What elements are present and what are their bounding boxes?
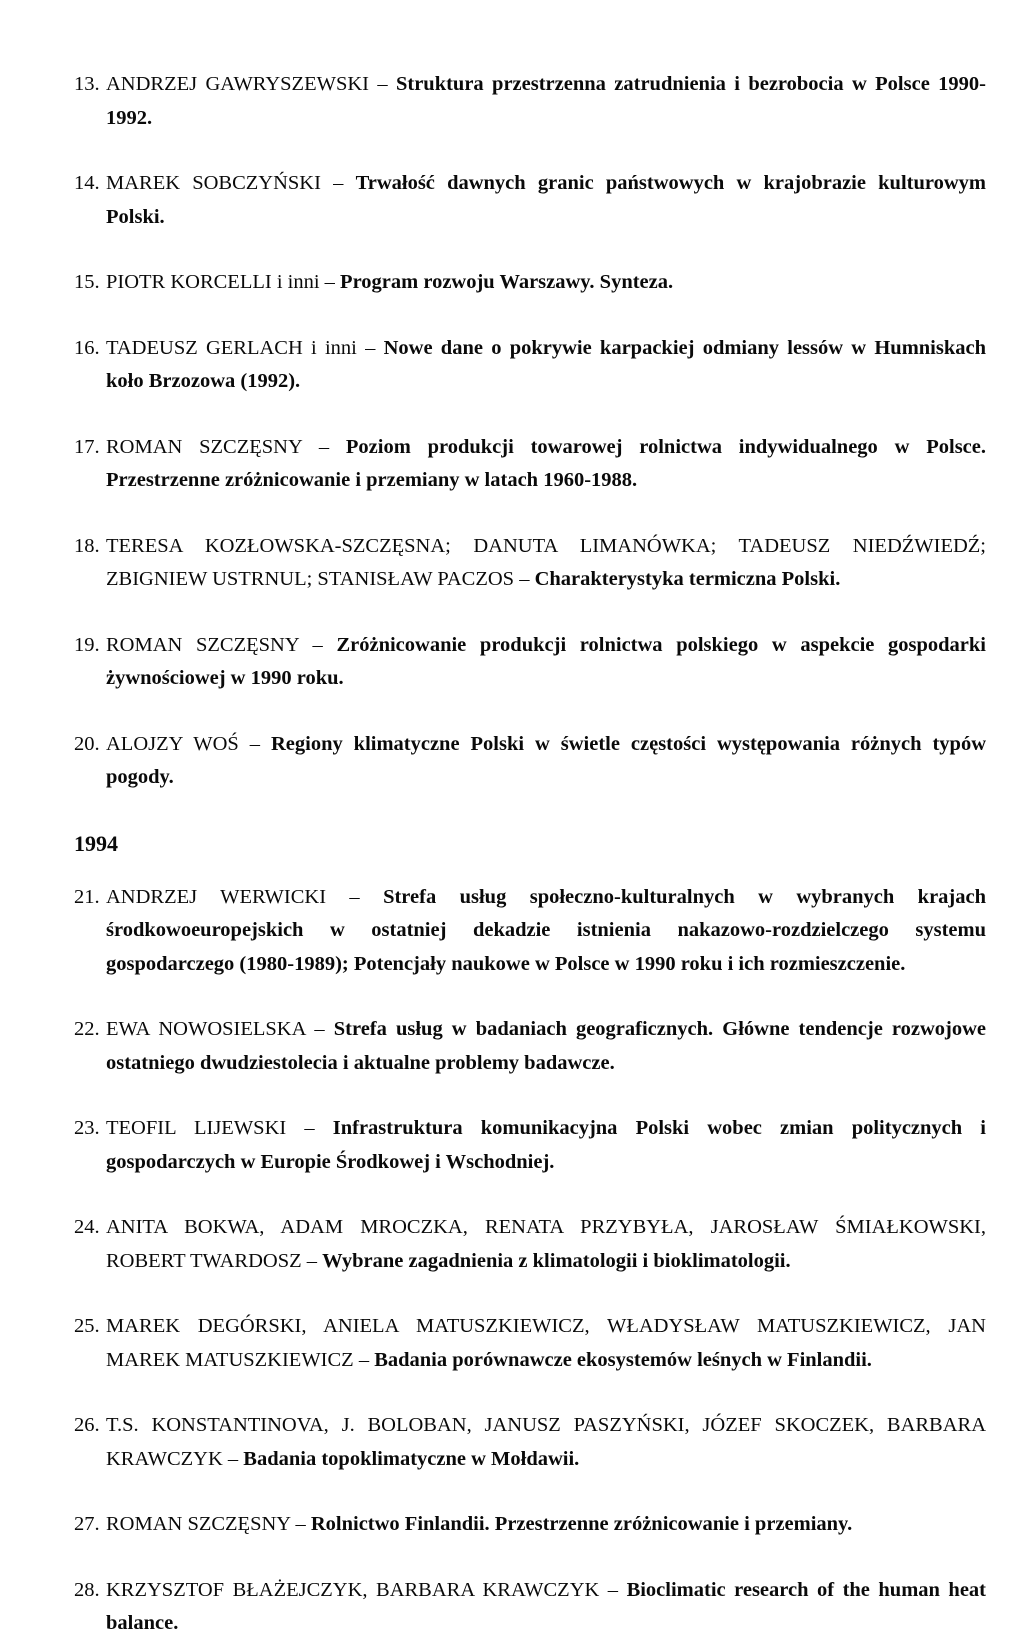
- year-heading: 1994: [74, 830, 118, 856]
- item-text: [106, 167, 986, 234]
- item-text: [106, 1508, 986, 1542]
- item-author: ROMAN SZCZĘSNY –: [106, 1513, 306, 1535]
- list-item: [74, 266, 986, 300]
- list-item: [74, 1013, 986, 1080]
- list-item: [74, 1574, 986, 1641]
- item-number: 19.: [74, 633, 100, 656]
- list-item: [74, 629, 986, 696]
- item-title: Charakterystyka termiczna Polski.: [534, 568, 841, 590]
- item-text: [106, 530, 986, 597]
- item-number: 21.: [74, 885, 100, 908]
- list-item: [74, 530, 986, 597]
- item-title: Poziom produkcji towarowej rolnictwa indywidualnego w Polsce. Przestrzenne zróżnicowanie i przemiany w latach 1960-1988.: [106, 435, 986, 491]
- list-item: [74, 431, 986, 498]
- item-text: [106, 1409, 986, 1476]
- list-item: [74, 1508, 986, 1542]
- item-text: [106, 881, 986, 982]
- item-title: Program rozwoju Warszawy. Synteza.: [340, 271, 674, 293]
- item-text: [106, 266, 986, 300]
- item-text: [106, 1013, 986, 1080]
- item-author: ALOJZY WOŚ –: [106, 732, 261, 755]
- item-text: [106, 1310, 986, 1377]
- item-title: Zróżnicowanie produkcji rolnictwa polskiego w aspekcie gospodarki żywnościowej w 1990 roku.: [106, 633, 987, 689]
- item-number: 13.: [74, 73, 100, 95]
- item-author: TEOFIL LIJEWSKI –: [106, 1117, 315, 1139]
- item-number: 25.: [74, 1315, 100, 1337]
- item-text: [106, 1112, 986, 1179]
- item-number: 24.: [74, 1216, 100, 1238]
- item-text: [106, 332, 986, 399]
- item-number: 28.: [74, 1578, 100, 1601]
- item-number: 18.: [74, 534, 100, 557]
- item-author: MAREK DEGÓRSKI, ANIELA MATUSZKIEWICZ, WŁADYSŁAW MATUSZKIEWICZ, JAN MAREK MATUSZKIEWICZ –: [106, 1315, 986, 1371]
- item-title: Nowe dane o pokrywie karpackiej odmiany lessów w Humniskach koło Brzozowa (1992).: [106, 336, 987, 392]
- item-author: ROMAN SZCZĘSNY –: [106, 435, 330, 458]
- item-number: 15.: [74, 271, 100, 293]
- item-number: 26.: [74, 1414, 100, 1436]
- item-title: Trwałość dawnych granic państwowych w krajobrazie kulturowym Polski.: [106, 172, 986, 228]
- item-title: Bioclimatic research of the human heat balance.: [106, 1578, 987, 1634]
- item-title: Infrastruktura komunikacyjna Polski wobec zmian politycznych i gospodarczych w Europie Środkowej i Wschodniej.: [106, 1117, 987, 1173]
- item-author: TADEUSZ GERLACH i inni –: [106, 336, 376, 359]
- item-number: 16.: [74, 336, 100, 359]
- list-item: [74, 728, 986, 795]
- list-item: [74, 167, 986, 234]
- item-author: T.S. KONSTANTINOVA, J. BOLOBAN, JANUSZ PASZYŃSKI, JÓZEF SKOCZEK, BARBARA KRAWCZYK –: [106, 1414, 986, 1470]
- item-title: Badania topoklimatyczne w Mołdawii.: [243, 1447, 580, 1470]
- item-author: EWA NOWOSIELSKA –: [106, 1018, 325, 1040]
- item-number: 17.: [74, 435, 100, 458]
- list-item: [74, 1310, 986, 1377]
- list-item: [74, 1112, 986, 1179]
- item-text: [106, 1211, 986, 1278]
- item-title: Strefa usług w badaniach geograficznych. Główne tendencje rozwojowe ostatniego dwudziestolecia i aktualne problemy badawcze.: [106, 1018, 987, 1074]
- item-text: [106, 68, 986, 135]
- publication-list: [74, 68, 986, 1641]
- list-item: [74, 68, 986, 135]
- list-item: [74, 1211, 986, 1278]
- item-title: Badania porównawcze ekosystemów leśnych w Finlandii.: [374, 1348, 872, 1371]
- item-text: [106, 1574, 986, 1641]
- item-author: KRZYSZTOF BŁAŻEJCZYK, BARBARA KRAWCZYK –: [106, 1578, 619, 1601]
- item-author: ANITA BOKWA, ADAM MROCZKA, RENATA PRZYBYŁA, JAROSŁAW ŚMIAŁKOWSKI, ROBERT TWARDOSZ –: [106, 1216, 986, 1272]
- item-author: ROMAN SZCZĘSNY –: [106, 633, 323, 656]
- item-author: TERESA KOZŁOWSKA-SZCZĘSNA; DANUTA LIMANÓWKA; TADEUSZ NIEDŹWIEDŹ; ZBIGNIEW USTRNUL; STANISŁAW PACZOS –: [106, 534, 986, 590]
- item-number: 20.: [74, 732, 100, 755]
- item-author: MAREK SOBCZYŃSKI –: [106, 172, 344, 194]
- item-title: Wybrane zagadnienia z klimatologii i bioklimatologii.: [322, 1249, 791, 1272]
- item-number: 22.: [74, 1018, 100, 1040]
- item-text: [106, 728, 986, 795]
- list-item: [74, 332, 986, 399]
- item-title: Regiony klimatyczne Polski w świetle częstości występowania różnych typów pogody.: [106, 732, 987, 788]
- list-item: [74, 1409, 986, 1476]
- item-title: Struktura przestrzenna zatrudnienia i bezrobocia w Polsce 1990-1992.: [106, 73, 986, 129]
- item-author: ANDRZEJ WERWICKI –: [106, 885, 360, 908]
- item-number: 27.: [74, 1513, 100, 1535]
- item-number: 23.: [74, 1117, 100, 1139]
- item-text: [106, 629, 986, 696]
- item-title: Rolnictwo Finlandii. Przestrzenne zróżnicowanie i przemiany.: [310, 1513, 853, 1535]
- list-item: [74, 881, 986, 982]
- item-title: Strefa usług społeczno-kulturalnych w wybranych krajach środkowoeuropejskich w ostatniej dekadzie istnienia nakazowo-rozdzielczego systemu gospodarczego (1980-1989); Potencjały naukowe w Polsce w 1990 roku i ich rozmieszczenie.: [106, 885, 987, 975]
- item-text: [106, 431, 986, 498]
- item-author: ANDRZEJ GAWRYSZEWSKI –: [106, 73, 388, 95]
- item-number: 14.: [74, 172, 100, 194]
- item-author: PIOTR KORCELLI i inni –: [106, 271, 335, 293]
